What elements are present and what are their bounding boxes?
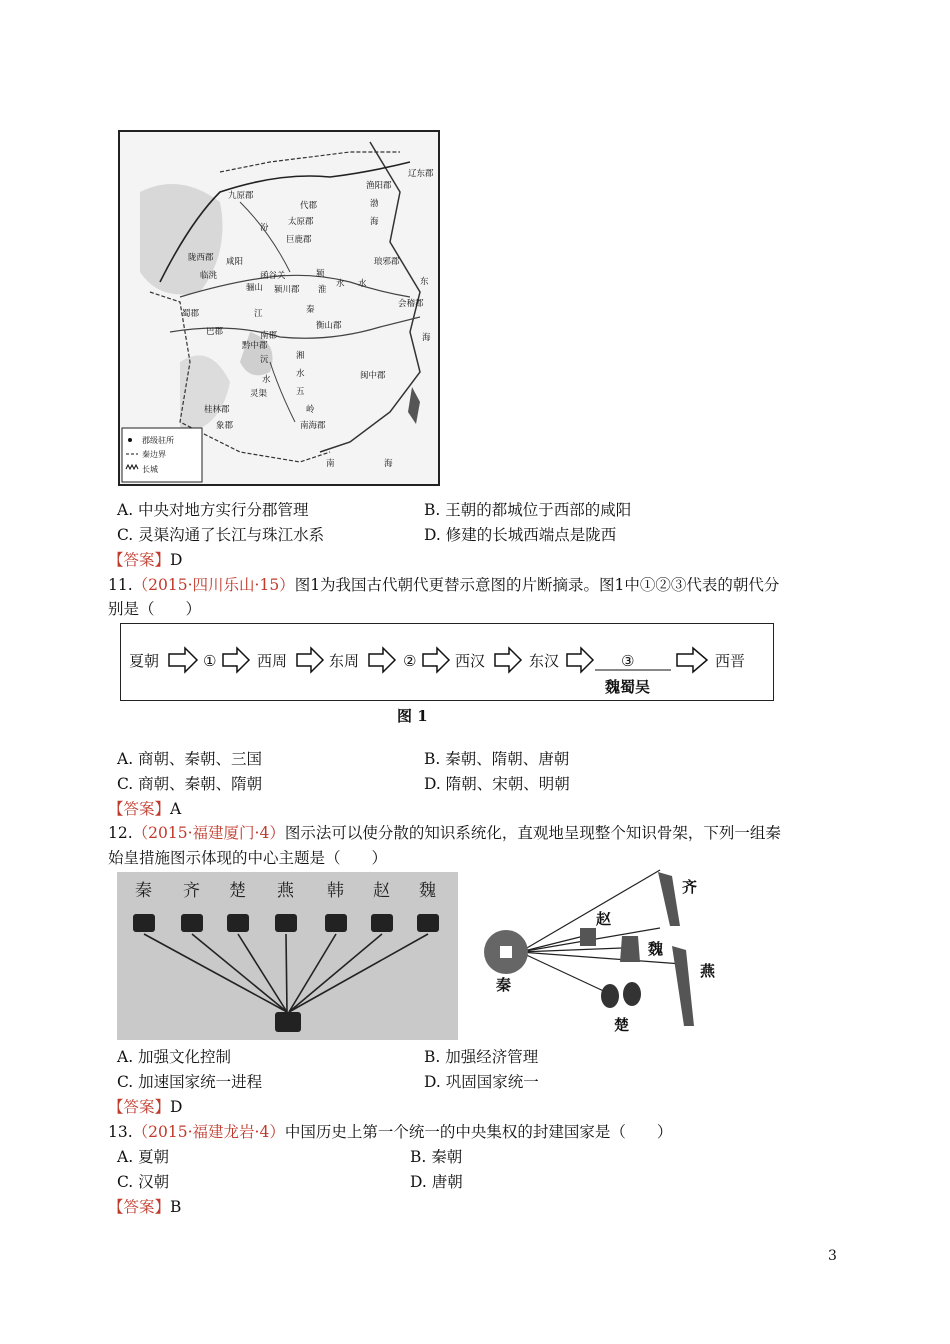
currency-unification-figure <box>472 866 730 1038</box>
flow-item: 夏朝 <box>129 652 160 670</box>
coins-drawing <box>472 866 730 1038</box>
legend-label: 秦边界 <box>142 450 166 459</box>
flow-item: 东汉 <box>529 652 560 670</box>
state-label: 赵 <box>373 881 390 901</box>
answer-label: 【答案】 <box>108 1098 171 1116</box>
coin-label: 燕 <box>700 962 716 980</box>
option-c: C. 商朝、秦朝、隋朝 <box>117 775 263 793</box>
flow-item: ③ <box>621 652 635 670</box>
legend-label: 长城 <box>142 465 158 474</box>
question-source: （2015·福建龙岩·4） <box>132 1123 285 1141</box>
map-label: 函谷关 <box>260 271 286 281</box>
state-label: 韩 <box>327 881 344 901</box>
question-13 <box>108 1122 672 1142</box>
option-d: D. 唐朝 <box>410 1173 463 1191</box>
answer-line <box>108 1197 181 1217</box>
map-label: 蜀郡 <box>182 309 200 319</box>
coin-label: 秦 <box>496 976 512 994</box>
map-label: 颍川郡 <box>274 285 300 295</box>
question-text-cont: 始皇措施图示体现的中心主题是（ ） <box>108 849 388 867</box>
map-label: 江 <box>254 309 263 319</box>
map-label: 南郡 <box>260 331 278 341</box>
answer-line <box>108 1097 182 1117</box>
option-d: D. 隋朝、宋朝、明朝 <box>424 775 570 793</box>
map-label: 海 <box>384 459 393 469</box>
question-11 <box>108 575 779 595</box>
flow-item: 东周 <box>329 652 360 670</box>
map-label: 灵渠 <box>250 389 268 399</box>
legend-label: 郡级驻所 <box>142 436 174 445</box>
page-number: 3 <box>828 1248 837 1264</box>
map-label: 水 <box>336 279 345 289</box>
coin-label: 赵 <box>596 910 612 928</box>
map-label: 太原郡 <box>288 217 314 227</box>
option-a: A. 中央对地方实行分郡管理 <box>117 501 309 519</box>
option-b: B. 王朝的都城位于西部的咸阳 <box>424 501 632 519</box>
map-label: 沅 <box>260 355 269 365</box>
option-a: A. 夏朝 <box>117 1148 170 1166</box>
option-d: D. 修建的长城西端点是陇西 <box>424 526 617 544</box>
answer-label: 【答案】 <box>108 800 171 818</box>
figure-caption: 图 1 <box>397 707 428 725</box>
map-label: 渤 <box>370 199 379 209</box>
answer-line <box>108 550 182 570</box>
question-number: 12. <box>108 824 133 842</box>
map-label: 陇西郡 <box>188 253 214 263</box>
answer-value: D <box>170 1098 183 1116</box>
map-label: 临洮 <box>200 271 218 281</box>
map-label: 颍 <box>316 269 325 279</box>
answer-value: D <box>170 551 183 569</box>
flow-sub: 魏蜀吴 <box>605 678 651 696</box>
map-label: 琅邪郡 <box>374 257 400 267</box>
map-drawing <box>120 132 438 484</box>
map-label: 辽东郡 <box>408 169 434 179</box>
question-text-cont: 别是（ ） <box>108 600 202 618</box>
flow-drawing <box>121 624 773 700</box>
map-label: 会稽郡 <box>398 299 424 309</box>
question-text: 图示法可以使分散的知识系统化，直观地呈现整个知识骨架，下列一组秦 <box>284 824 781 842</box>
map-label: 闽中郡 <box>360 371 386 381</box>
flow-item: 西晋 <box>715 652 746 670</box>
map-label: 桂林郡 <box>204 405 230 415</box>
flow-item: 西周 <box>257 652 288 670</box>
question-text: 图1为我国古代朝代更替示意图的片断摘录。图1中①②③代表的朝代分 <box>294 576 780 594</box>
state-label: 燕 <box>277 881 294 901</box>
map-label: 淮 <box>318 285 327 295</box>
map-label: 象郡 <box>216 421 234 431</box>
answer-label: 【答案】 <box>108 1198 171 1216</box>
flow-item: ① <box>203 652 217 670</box>
coin-label: 齐 <box>682 878 698 896</box>
map-label: 水 <box>358 279 367 289</box>
option-a: A. 加强文化控制 <box>117 1048 232 1066</box>
question-12 <box>108 823 781 843</box>
map-label: 咸阳 <box>226 257 244 267</box>
map-label: 五 <box>296 387 305 397</box>
state-label: 楚 <box>229 881 246 901</box>
option-b: B. 加强经济管理 <box>424 1048 539 1066</box>
map-label: 代郡 <box>300 201 318 211</box>
dynasty-flow-diagram <box>120 623 774 701</box>
option-c: C. 汉朝 <box>117 1173 170 1191</box>
flow-item: ② <box>403 652 417 670</box>
coin-label: 魏 <box>648 940 664 958</box>
map-label: 骊山 <box>246 283 264 293</box>
map-label: 黔中郡 <box>242 341 268 351</box>
option-b: B. 秦朝、隋朝、唐朝 <box>424 750 570 768</box>
state-label: 齐 <box>183 881 200 901</box>
map-label: 渔阳郡 <box>366 181 392 191</box>
option-b: B. 秦朝 <box>410 1148 463 1166</box>
coin-label: 楚 <box>614 1016 630 1034</box>
map-label: 巴郡 <box>206 327 224 337</box>
question-number: 11. <box>108 576 133 594</box>
map-label: 汾 <box>260 223 269 233</box>
map-label: 秦 <box>306 305 315 315</box>
answer-value: A <box>170 800 182 818</box>
question-source: （2015·福建厦门·4） <box>132 824 285 842</box>
script-unification-figure <box>117 872 458 1040</box>
map-label: 衡山郡 <box>316 321 342 331</box>
qin-territory-map <box>118 130 440 486</box>
option-c: C. 加速国家统一进程 <box>117 1073 263 1091</box>
option-c: C. 灵渠沟通了长江与珠江水系 <box>117 526 325 544</box>
option-d: D. 巩固国家统一 <box>424 1073 539 1091</box>
map-label: 水 <box>262 375 271 385</box>
answer-label: 【答案】 <box>108 551 171 569</box>
map-label: 湘 <box>296 351 305 361</box>
question-source: （2015·四川乐山·15） <box>132 576 295 594</box>
option-a: A. 商朝、秦朝、三国 <box>117 750 263 768</box>
map-label: 巨鹿郡 <box>286 235 312 245</box>
map-label: 南 <box>326 459 335 469</box>
map-label: 海 <box>370 217 379 227</box>
map-label: 南海郡 <box>300 421 326 431</box>
answer-value: B <box>170 1198 182 1216</box>
map-label: 东 <box>420 277 429 287</box>
question-number: 13. <box>108 1123 133 1141</box>
state-label: 秦 <box>135 881 152 901</box>
flow-item: 西汉 <box>455 652 486 670</box>
map-label: 水 <box>296 369 305 379</box>
map-label: 九原郡 <box>228 191 254 201</box>
script-drawing <box>117 872 458 1040</box>
question-text: 中国历史上第一个统一的中央集权的封建国家是（ ） <box>284 1123 673 1141</box>
state-label: 魏 <box>419 881 436 901</box>
answer-line <box>108 799 181 819</box>
map-label: 海 <box>422 333 431 343</box>
map-label: 岭 <box>306 405 315 415</box>
